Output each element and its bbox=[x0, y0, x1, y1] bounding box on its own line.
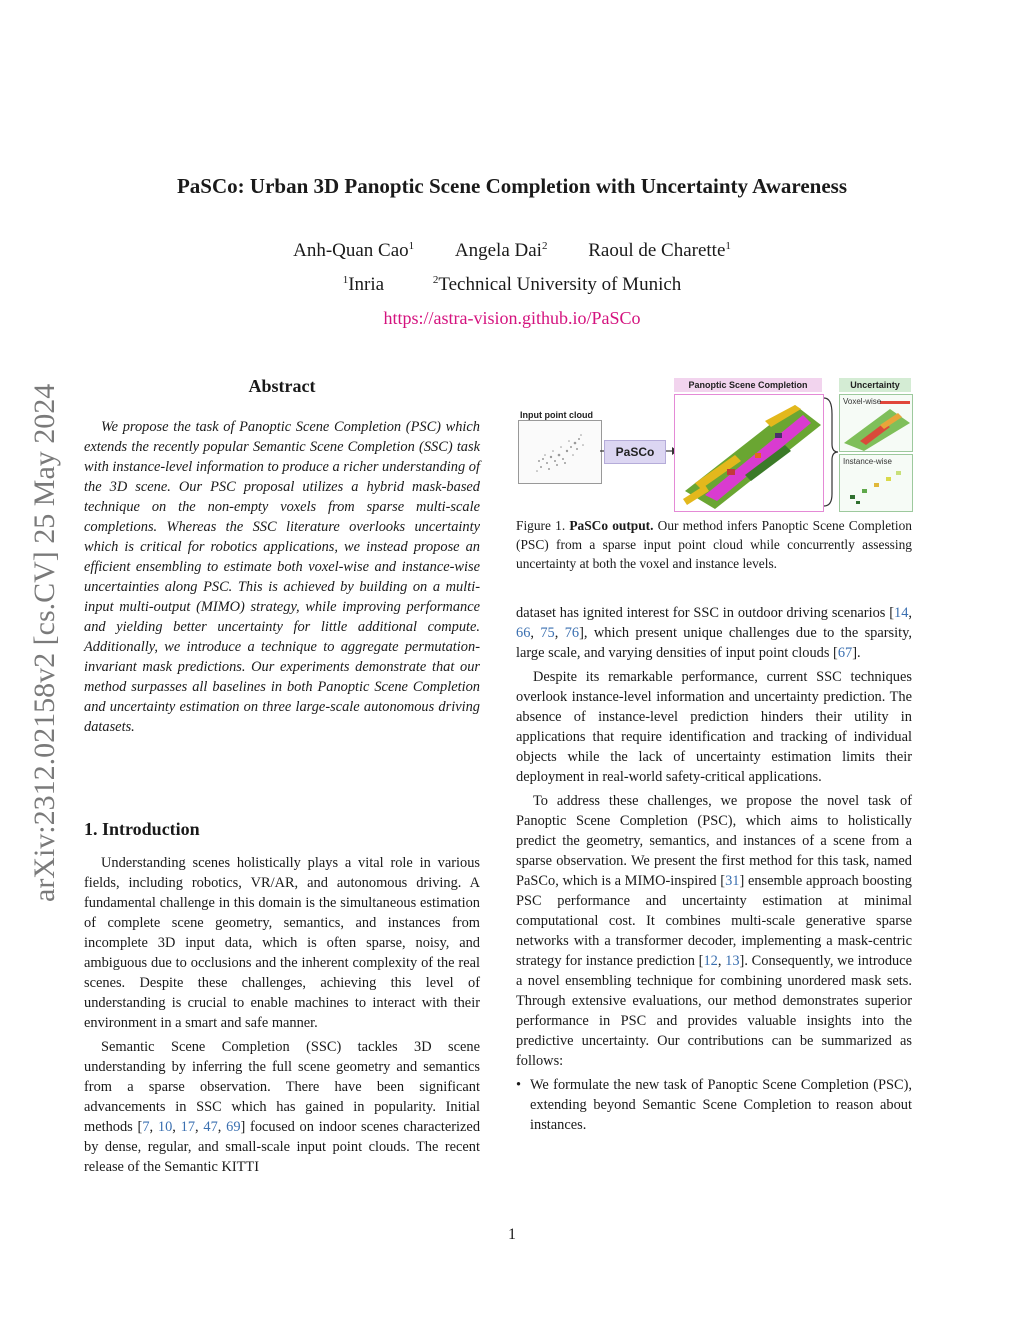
instance-wise-label: Instance-wise bbox=[843, 457, 892, 466]
input-point-cloud-image bbox=[518, 420, 602, 484]
uncertainty-label: Uncertainty bbox=[839, 378, 911, 392]
citation-link[interactable]: 75 bbox=[540, 625, 555, 641]
citation-link[interactable]: 13 bbox=[725, 953, 740, 969]
voxel-wise-uncertainty-image bbox=[839, 394, 913, 452]
affiliation: $^1$Inria bbox=[342, 274, 385, 295]
affiliation-list bbox=[0, 274, 1024, 296]
citation-link[interactable]: 69 bbox=[226, 1119, 241, 1135]
paper-title: PaSCo: Urban 3D Panoptic Scene Completion with Uncertainty Awareness bbox=[176, 174, 848, 198]
figure-1-caption bbox=[516, 516, 912, 573]
citation-link[interactable]: 10 bbox=[157, 1119, 173, 1135]
citation-link[interactable]: 76 bbox=[564, 625, 580, 641]
project-url-link[interactable]: https://astra-vision.github.io/PaSCo bbox=[383, 308, 641, 328]
instance-wise-uncertainty-image bbox=[839, 454, 913, 512]
author: Raoul de Charette$^1$ bbox=[588, 240, 731, 261]
affiliation: $^2$Technical University of Munich bbox=[432, 274, 682, 295]
arxiv-stamp: arXiv:2312.02158v2 [cs.CV] 25 May 2024 bbox=[28, 383, 61, 903]
intro-right-column bbox=[516, 603, 912, 1135]
paragraph: Despite its remarkable performance, current SSC techniques overlook instance-level information and uncertainty prediction. The absence of instance-level prediction hinders their utility in applications that require identification and tracking of individual objects while the lack of uncertainty estimation limits their deployment in real-world safety-critical applications. bbox=[516, 669, 912, 785]
pasco-method-box: PaSCo bbox=[604, 440, 666, 464]
author: Anh-Quan Cao$^1$ bbox=[293, 240, 415, 261]
point-cloud-icon bbox=[519, 421, 601, 483]
list-item: • We formulate the new task of Panoptic Scene Completion (PSC), extending beyond Semantic Scene Completion to reason about instances. bbox=[516, 1075, 912, 1135]
caption-title: PaSCo output. bbox=[569, 518, 654, 533]
citation-link[interactable]: 12 bbox=[703, 953, 718, 969]
psc-scene-visual bbox=[675, 395, 823, 511]
citation-link[interactable]: 67 bbox=[837, 645, 853, 661]
paragraph: Understanding scenes holistically plays a vital role in various fields, including robotics, VR/AR, and autonomous driving. A fundamental challenge in this domain is the simultaneous estimation of complete scene geometry, semantics, and instances from incomplete 3D input data, which is often sparse, noisy, and ambiguous due to occlusions and the inherent complexity of the real scenes. Despite these challenges, achieving this level of understanding is crucial to enable machines to interact with their environment in a smart and safe manner. bbox=[84, 855, 480, 1031]
intro-left-column bbox=[84, 853, 480, 1177]
caption-text: Our method infers Panoptic Scene Completion (PSC) from a sparse input point cloud while concurrently assessing uncertainty at both the voxel and instance levels. bbox=[516, 518, 913, 571]
citation-link[interactable]: 17 bbox=[180, 1119, 196, 1135]
citation-link[interactable]: 66 bbox=[516, 625, 531, 641]
paragraph: To address these challenges, we propose the novel task of Panoptic Scene Completion (PSC), which aims to holistically predict the geometry, semantics, and instances of a scene from a sparse observation. We present the first method for this task, named PaSCo, which is a MIMO-inspired [31] ensemble approach boosting PSC performance and uncertainty estimation at minimal computational cost. It combines multi-scale generative sparse networks with a transformer decoder, implementing a mask-centric strategy for instance prediction [12, 13]. Consequently, we introduce a novel ensembling technique for combining unordered mask sets. Through extensive evaluations, our method demonstrates superior performance in PSC and provides valuable insights into the predictive uncertainty. Our contributions can be summarized as follows: bbox=[516, 793, 912, 1069]
paragraph: dataset has ignited interest for SSC in outdoor driving scenarios [14, 66, 75, 76], which present unique challenges due to the sparsity, large scale, and varying densities of input point clouds [67]. bbox=[516, 605, 912, 661]
author: Angela Dai$^2$ bbox=[454, 240, 548, 261]
page-number: 1 bbox=[508, 1226, 516, 1243]
citation-link[interactable]: 31 bbox=[725, 873, 740, 889]
section-heading-introduction: 1. Introduction bbox=[84, 819, 200, 839]
abstract-heading: Abstract bbox=[248, 376, 316, 396]
contribution-list bbox=[516, 1075, 912, 1135]
author-list bbox=[0, 240, 1024, 262]
abstract-body bbox=[84, 417, 480, 737]
caption-number: Figure 1. bbox=[516, 518, 566, 533]
brace-icon bbox=[822, 394, 840, 510]
citation-link[interactable]: 14 bbox=[894, 605, 909, 621]
abstract-text: We propose the task of Panoptic Scene Completion (PSC) which extends the recently popular Semantic Scene Completion (SSC) task with instance-level information to produce a richer understanding of the 3D scene. Our PSC proposal utilizes a hybrid mask-based technique on the non-empty voxels from sparse multi-scale completions. Whereas the SSC literature overlooks uncertainty which is critical for robotics applications, we instead propose an efficient ensembling to estimate both voxel-wise and instance-wise uncertainties along PSC. This is achieved by building on a multi-input multi-output (MIMO) strategy, while improving performance and yielding better uncertainty for little additional compute. Additionally, we introduce a technique to aggregate permutation-invariant mask predictions. Our experiments demonstrate that our method surpasses all baselines in both Panoptic Scene Completion and uncertainty estimation on three large-scale autonomous driving datasets. bbox=[84, 419, 480, 735]
psc-label: Panoptic Scene Completion bbox=[674, 378, 822, 392]
paragraph: Semantic Scene Completion (SSC) tackles 3D scene understanding by inferring the full scene geometry and semantics from a sparse observation. There have been significant advancements in SSC which has gained in popularity. Initial methods [7, 10, 17, 47, 69] focused on indoor scenes characterized by dense, regular, and small-scale input point clouds. The recent release of the Semantic KITTI bbox=[84, 1039, 481, 1175]
voxel-wise-label: Voxel-wise bbox=[843, 397, 882, 406]
figure-1 bbox=[516, 374, 916, 514]
citation-link[interactable]: 47 bbox=[203, 1119, 218, 1135]
psc-output-image bbox=[674, 394, 824, 512]
citation-link[interactable]: 7 bbox=[142, 1119, 150, 1135]
input-point-cloud-label: Input point cloud bbox=[520, 410, 593, 420]
